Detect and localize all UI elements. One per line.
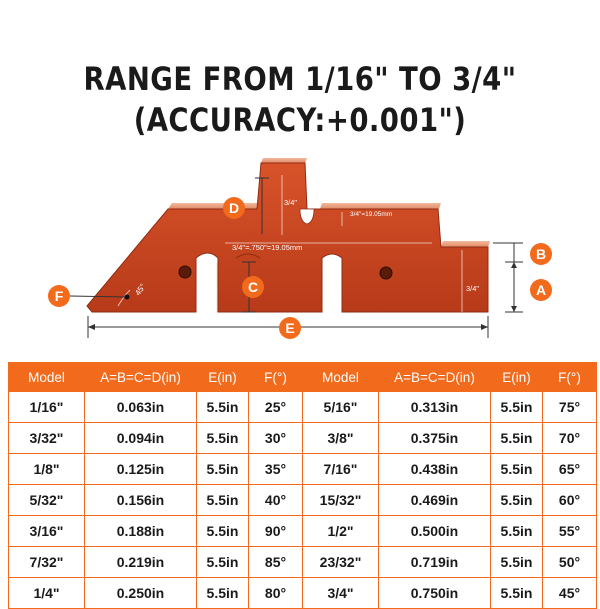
cell-angle: 55° bbox=[543, 516, 597, 547]
dim-label-leg: 3/4" bbox=[202, 284, 216, 293]
cell-angle: 90° bbox=[249, 516, 303, 547]
table-row bbox=[303, 485, 597, 516]
cell-angle: 40° bbox=[249, 485, 303, 516]
cell-size: 0.094in bbox=[85, 423, 197, 454]
cell-angle: 80° bbox=[249, 578, 303, 609]
cell-model: 5/32" bbox=[9, 485, 85, 516]
mounting-hole-right bbox=[380, 267, 392, 279]
table-row bbox=[303, 423, 597, 454]
cell-angle: 50° bbox=[543, 547, 597, 578]
cell-angle: 35° bbox=[249, 454, 303, 485]
angle-label: 45° bbox=[133, 282, 148, 298]
table-row bbox=[303, 547, 597, 578]
table-row bbox=[9, 516, 303, 547]
cell-model: 3/4" bbox=[303, 578, 379, 609]
headline-line-2: (ACCURACY:+0.001") bbox=[133, 101, 467, 139]
cell-size: 0.750in bbox=[379, 578, 491, 609]
header-e: E(in) bbox=[197, 363, 249, 392]
callout-e-label: E bbox=[285, 320, 295, 336]
callout-f-label: F bbox=[54, 288, 64, 304]
cell-length: 5.5in bbox=[197, 454, 249, 485]
table-row bbox=[9, 423, 303, 454]
callout-d-label: D bbox=[228, 200, 240, 216]
table-row bbox=[303, 392, 597, 423]
dim-label-center: 3/4"=.750"=19.05mm bbox=[232, 243, 303, 252]
cell-model: 1/16" bbox=[9, 392, 85, 423]
cell-size: 0.719in bbox=[379, 547, 491, 578]
cell-length: 5.5in bbox=[197, 578, 249, 609]
cell-angle: 70° bbox=[543, 423, 597, 454]
cell-length: 5.5in bbox=[197, 516, 249, 547]
table-row bbox=[303, 454, 597, 485]
table-row bbox=[303, 578, 597, 609]
cell-length: 5.5in bbox=[491, 454, 543, 485]
cell-length: 5.5in bbox=[491, 516, 543, 547]
callout-b-label: B bbox=[535, 246, 547, 262]
table-header-row bbox=[303, 363, 597, 392]
callout-a-label: A bbox=[535, 282, 547, 298]
cell-length: 5.5in bbox=[491, 423, 543, 454]
table-header-row bbox=[9, 363, 303, 392]
cell-length: 5.5in bbox=[491, 578, 543, 609]
cell-size: 0.250in bbox=[85, 578, 197, 609]
cell-model: 15/32" bbox=[303, 485, 379, 516]
cell-model: 1/4" bbox=[9, 578, 85, 609]
spec-table-right bbox=[302, 362, 597, 609]
header-model: Model bbox=[303, 363, 379, 392]
cell-angle: 85° bbox=[249, 547, 303, 578]
cell-angle: 30° bbox=[249, 423, 303, 454]
cell-size: 0.313in bbox=[379, 392, 491, 423]
table-row bbox=[9, 392, 303, 423]
cell-size: 0.156in bbox=[85, 485, 197, 516]
cell-model: 1/2" bbox=[303, 516, 379, 547]
cell-model: 3/8" bbox=[303, 423, 379, 454]
setup-block-diagram bbox=[0, 140, 600, 350]
cell-size: 0.063in bbox=[85, 392, 197, 423]
cell-model: 7/16" bbox=[303, 454, 379, 485]
block-top-face-tower bbox=[261, 158, 307, 163]
cell-size: 0.500in bbox=[379, 516, 491, 547]
cell-model: 3/32" bbox=[9, 423, 85, 454]
cell-angle: 25° bbox=[249, 392, 303, 423]
header-abcd: A=B=C=D(in) bbox=[85, 363, 197, 392]
cell-length: 5.5in bbox=[197, 423, 249, 454]
dim-label-slot: 3/4"=19.05mm bbox=[350, 211, 393, 218]
f-leader-dot bbox=[125, 295, 130, 300]
cell-angle: 45° bbox=[543, 578, 597, 609]
table-row bbox=[9, 454, 303, 485]
cell-length: 5.5in bbox=[197, 547, 249, 578]
spec-table-left bbox=[8, 362, 303, 609]
cell-length: 5.5in bbox=[197, 485, 249, 516]
header-e: E(in) bbox=[491, 363, 543, 392]
setup-block-body bbox=[87, 163, 488, 312]
cell-angle: 60° bbox=[543, 485, 597, 516]
table-row bbox=[9, 578, 303, 609]
cell-size: 0.438in bbox=[379, 454, 491, 485]
cell-model: 1/8" bbox=[9, 454, 85, 485]
header-abcd: A=B=C=D(in) bbox=[379, 363, 491, 392]
callout-c-label: C bbox=[247, 279, 259, 295]
cell-length: 5.5in bbox=[491, 392, 543, 423]
mounting-hole-left bbox=[179, 266, 191, 278]
header-f: F(°) bbox=[543, 363, 597, 392]
cell-size: 0.469in bbox=[379, 485, 491, 516]
cell-model: 7/32" bbox=[9, 547, 85, 578]
cell-angle: 75° bbox=[543, 392, 597, 423]
cell-model: 5/16" bbox=[303, 392, 379, 423]
cell-model: 23/32" bbox=[303, 547, 379, 578]
table-row bbox=[303, 516, 597, 547]
cell-length: 5.5in bbox=[197, 392, 249, 423]
cell-size: 0.219in bbox=[85, 547, 197, 578]
header-f: F(°) bbox=[249, 363, 303, 392]
cell-size: 0.125in bbox=[85, 454, 197, 485]
cell-length: 5.5in bbox=[491, 547, 543, 578]
block-top-face-left bbox=[168, 203, 261, 209]
header-model: Model bbox=[9, 363, 85, 392]
cell-length: 5.5in bbox=[491, 485, 543, 516]
table-row bbox=[9, 485, 303, 516]
headline-line-1: RANGE FROM 1/16" TO 3/4" bbox=[83, 60, 517, 98]
table-row bbox=[9, 547, 303, 578]
cell-angle: 65° bbox=[543, 454, 597, 485]
cell-model: 3/16" bbox=[9, 516, 85, 547]
block-top-face-right bbox=[441, 241, 490, 247]
cell-size: 0.375in bbox=[379, 423, 491, 454]
dim-label-tower: 3/4" bbox=[284, 198, 298, 207]
dim-label-right: 3/4" bbox=[466, 284, 480, 293]
block-top-face-middle bbox=[320, 203, 441, 209]
cell-size: 0.188in bbox=[85, 516, 197, 547]
